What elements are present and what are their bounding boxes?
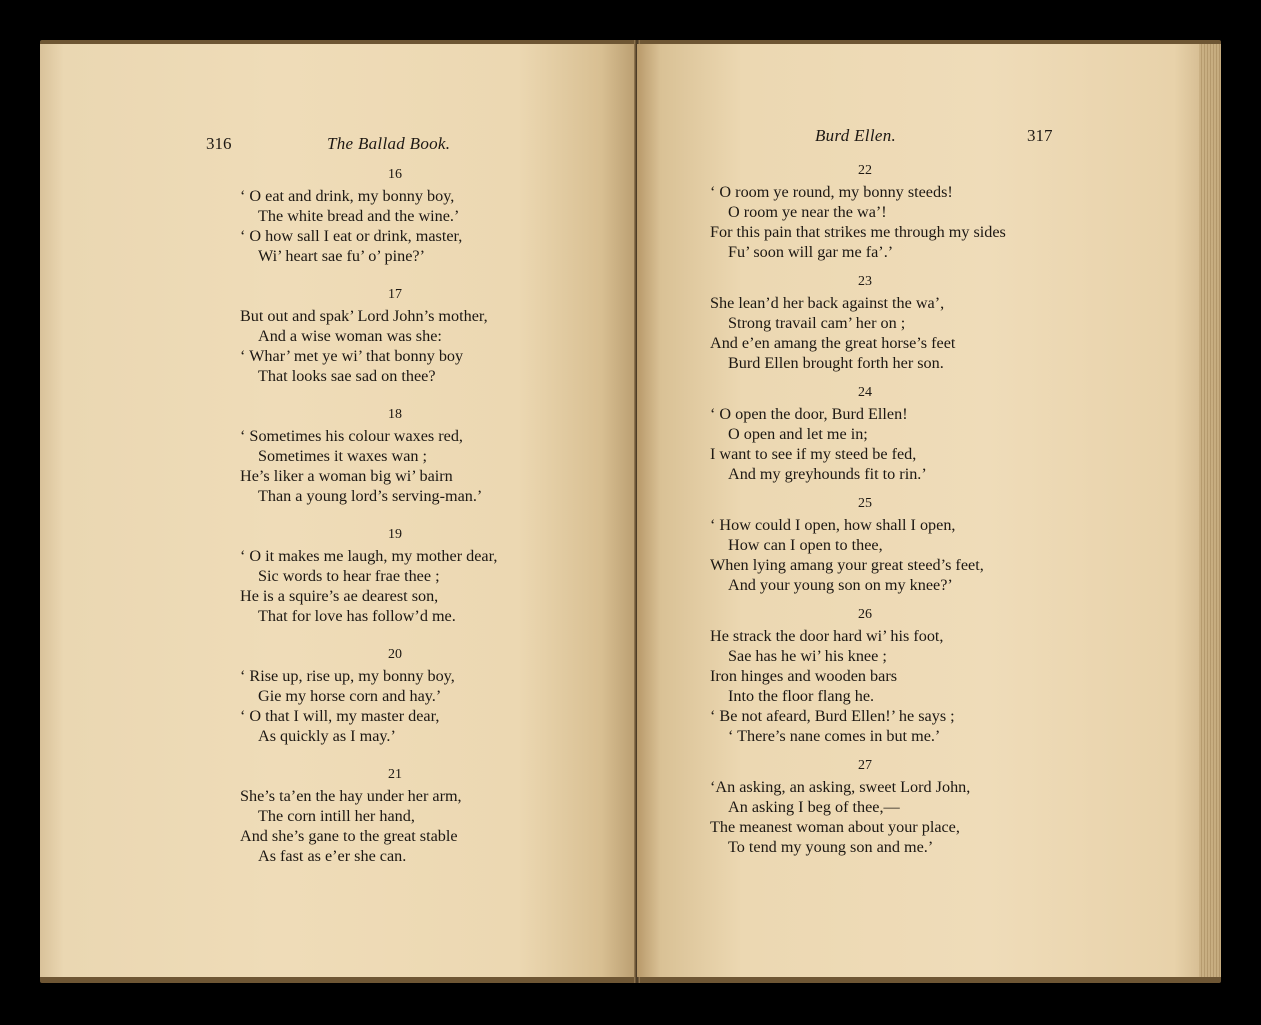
verse-line: As quickly as I may.’ xyxy=(258,727,396,745)
verse-line: ‘ Whar’ met ye wi’ that bonny boy xyxy=(240,347,464,365)
page-number-left: 316 xyxy=(206,134,232,153)
stanza-number: 17 xyxy=(388,287,402,302)
stanza-number: 16 xyxy=(388,167,402,182)
verse-line: As fast as e’er she can. xyxy=(258,847,407,865)
verse-line: ‘ O it makes me laugh, my mother dear, xyxy=(240,547,498,565)
running-title-left: The Ballad Book. xyxy=(327,134,451,153)
verse-line: And a wise woman was she: xyxy=(258,327,442,345)
verse-line: Into the floor flang he. xyxy=(728,687,875,705)
left-page-header xyxy=(40,134,637,158)
verse-line: And my greyhounds fit to rin.’ xyxy=(728,465,927,483)
running-title-right: Burd Ellen. xyxy=(815,126,897,145)
verse-line: Sic words to hear frae thee ; xyxy=(258,567,440,585)
stanza-number: 27 xyxy=(858,758,872,773)
verse-line: ‘ O eat and drink, my bonny boy, xyxy=(240,187,455,205)
verse-line: To tend my young son and me.’ xyxy=(728,838,934,856)
verse-line: How can I open to thee, xyxy=(728,536,883,554)
stanza-number: 23 xyxy=(858,274,872,289)
verse-line: Fu’ soon will gar me fa’.’ xyxy=(728,243,894,261)
verse-line: Iron hinges and wooden bars xyxy=(710,667,898,685)
stanza-number: 22 xyxy=(858,163,872,178)
right-page xyxy=(637,44,1221,977)
verse-line: ‘ Rise up, rise up, my bonny boy, xyxy=(240,667,455,685)
verse-line: ‘ There’s nane comes in but me.’ xyxy=(728,727,941,745)
page-number-right: 317 xyxy=(1027,126,1053,145)
stanza xyxy=(710,384,1070,484)
verse-line: That looks sae sad on thee? xyxy=(258,367,436,385)
open-book xyxy=(40,40,1221,983)
verse-line: He strack the door hard wi’ his foot, xyxy=(710,627,944,645)
verse-line: ‘An asking, an asking, sweet Lord John, xyxy=(710,778,971,796)
stanza xyxy=(710,495,1070,595)
stanza xyxy=(240,166,600,266)
verse-line: Gie my horse corn and hay.’ xyxy=(258,687,442,705)
verse-line: The white bread and the wine.’ xyxy=(258,207,460,225)
left-page xyxy=(40,44,637,977)
right-page-header xyxy=(637,126,1221,158)
verse-line: ‘ Sometimes his colour waxes red, xyxy=(240,427,463,445)
stanza-number: 25 xyxy=(858,496,872,511)
page-edges xyxy=(1199,44,1221,977)
verse-line: ‘ O that I will, my master dear, xyxy=(240,707,440,725)
verse-line: That for love has follow’d me. xyxy=(258,607,456,625)
stanza xyxy=(710,273,1070,373)
verse-line: She lean’d her back against the wa’, xyxy=(710,294,945,312)
verse-line: He’s liker a woman big wi’ bairn xyxy=(240,467,453,485)
verse-line: For this pain that strikes me through my sides xyxy=(710,223,1006,241)
verse-line: ‘ How could I open, how shall I open, xyxy=(710,516,956,534)
verse-line: The corn intill her hand, xyxy=(258,807,415,825)
stanza xyxy=(240,526,600,626)
verse-line: Sometimes it waxes wan ; xyxy=(258,447,428,465)
verse-line: Strong travail cam’ her on ; xyxy=(728,314,906,332)
stanza-number: 18 xyxy=(388,407,402,422)
verse-line: O room ye near the wa’! xyxy=(728,203,887,221)
stanza-number: 19 xyxy=(388,527,402,542)
verse-line: The meanest woman about your place, xyxy=(710,818,960,836)
verse-line: Sae has he wi’ his knee ; xyxy=(728,647,887,665)
verse-line: ‘ O open the door, Burd Ellen! xyxy=(710,405,908,423)
verse-line: ‘ Be not afeard, Burd Ellen!’ he says ; xyxy=(710,707,955,725)
verse-line: And your young son on my knee?’ xyxy=(728,576,953,594)
stanza xyxy=(240,286,600,386)
verse-line: Than a young lord’s serving-man.’ xyxy=(258,487,483,505)
stanza xyxy=(240,646,600,746)
stanza xyxy=(240,766,600,866)
verse-line: She’s ta’en the hay under her arm, xyxy=(240,787,462,805)
verse-line: Burd Ellen brought forth her son. xyxy=(728,354,944,372)
verse-line: I want to see if my steed be fed, xyxy=(710,445,917,463)
stanza xyxy=(710,757,1070,857)
verse-line: O open and let me in; xyxy=(728,425,868,443)
verse-line: He is a squire’s ae dearest son, xyxy=(240,587,439,605)
stanza xyxy=(710,162,1070,262)
verse-line: But out and spak’ Lord John’s mother, xyxy=(240,307,488,325)
verse-line: And e’en amang the great horse’s feet xyxy=(710,334,956,352)
verse-line: ‘ O how sall I eat or drink, master, xyxy=(240,227,463,245)
verse-line: Wi’ heart sae fu’ o’ pine?’ xyxy=(258,247,425,265)
verse-line: When lying amang your great steed’s feet, xyxy=(710,556,984,574)
stanza-number: 20 xyxy=(388,647,402,662)
stanza-number: 24 xyxy=(858,385,872,400)
stanza-number: 21 xyxy=(388,767,402,782)
verse-line: An asking I beg of thee,— xyxy=(728,798,900,816)
stanza xyxy=(710,606,1070,746)
verse-line: And she’s gane to the great stable xyxy=(240,827,458,845)
stanza-number: 26 xyxy=(858,607,872,622)
stanza xyxy=(240,406,600,506)
verse-line: ‘ O room ye round, my bonny steeds! xyxy=(710,183,953,201)
